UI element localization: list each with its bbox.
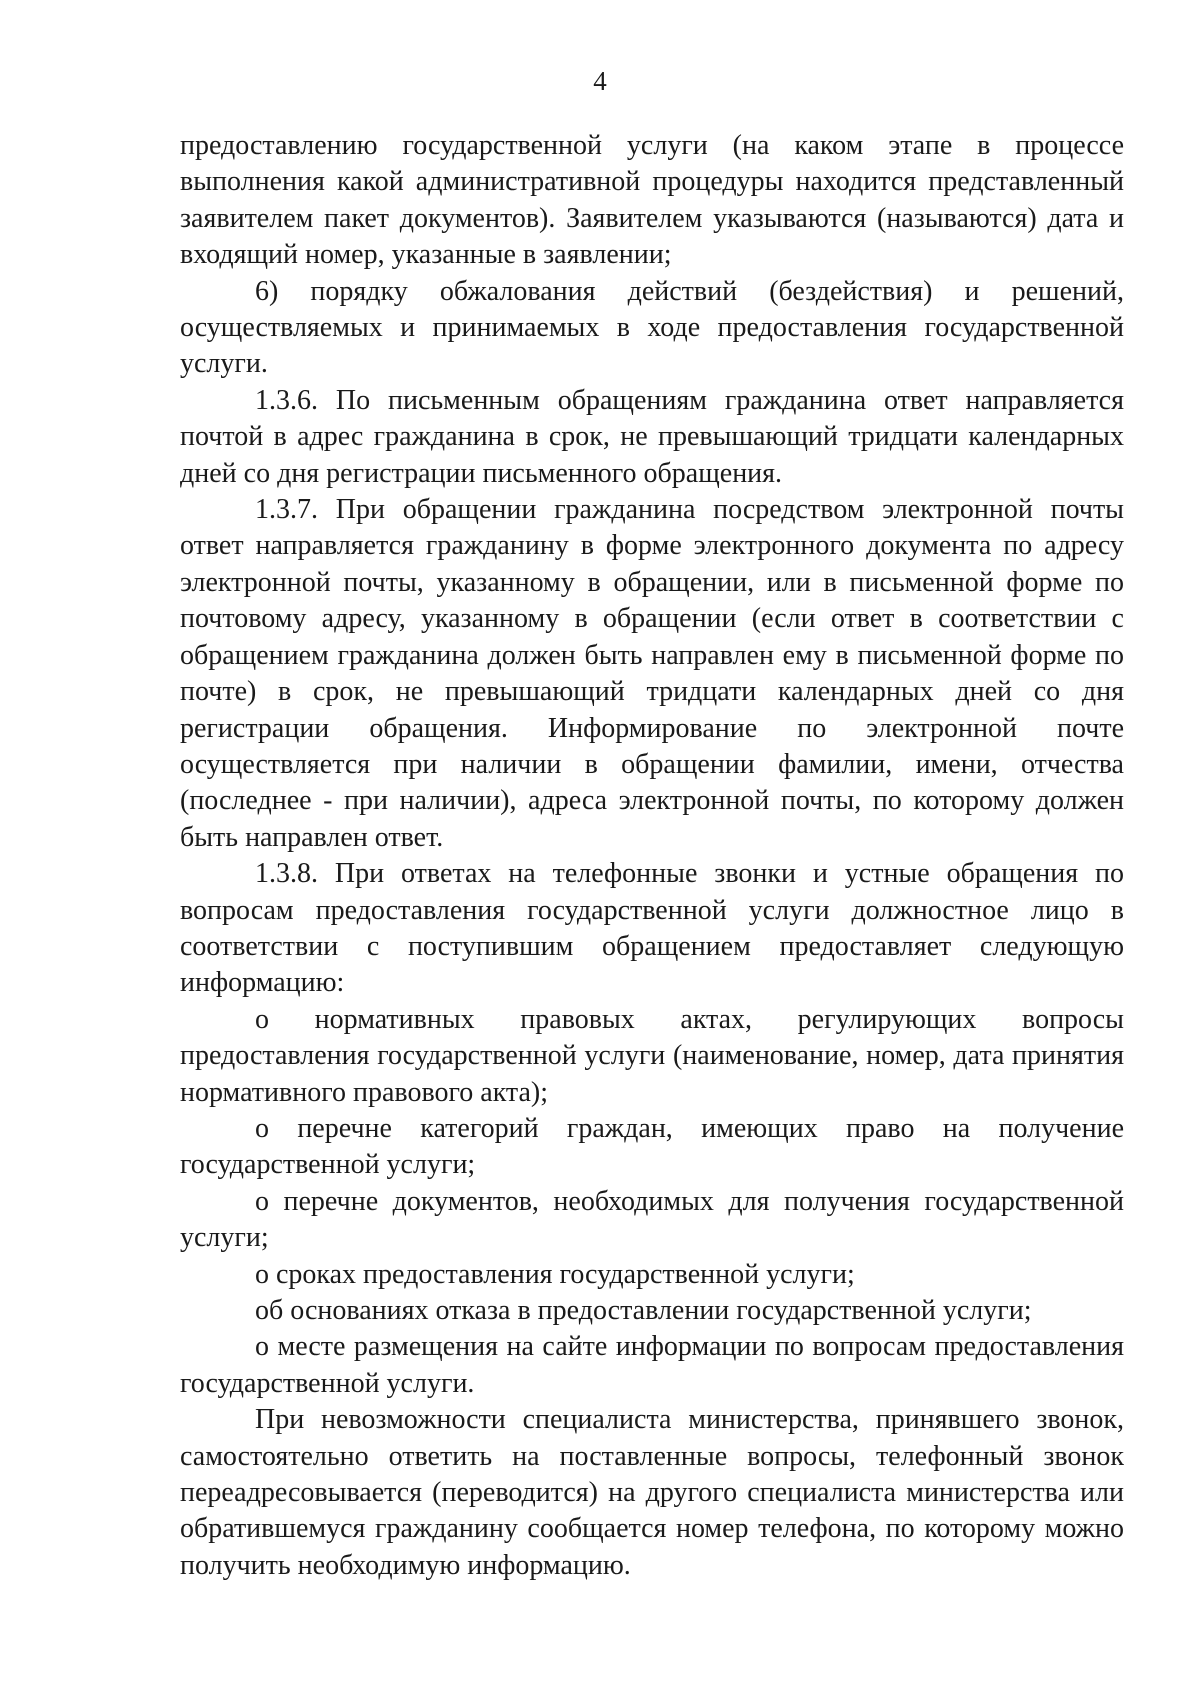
list-item-documents: о перечне документов, необходимых для получения государственной услуги; (180, 1185, 1124, 1254)
list-item-normative-acts: о нормативных правовых актах, регулирующих вопросы предоставления государственной услуги (наименование, номер, дата принятия нормативного правового акта); (180, 1003, 1124, 1108)
list-item-deadlines: о сроках предоставления государственной услуги; (255, 1258, 855, 1290)
page-number: 4 (593, 66, 607, 96)
list-item-refusal-grounds: об основаниях отказа в предоставлении государственной услуги; (255, 1295, 1032, 1326)
paragraph-item-6: 6) порядку обжалования действий (бездействия) и решений, осуществляемых и принимаемых в ходе предоставления государственной услуги. (180, 275, 1124, 380)
paragraph-call-redirect: При невозможности специалиста министерства, принявшего звонок, самостоятельно ответить на поставленные вопросы, телефонный звонок переадресовывается (переводится) на другого специалиста министерства или обратившемуся гражданину сообщается номер телефона, по которому можно получить необходимую информацию. (180, 1404, 1124, 1581)
paragraph-1-3-7: 1.3.7. При обращении гражданина посредством электронной почты ответ направляется гражданину в форме электронного документа по адресу электронной почты, указанному в обращении, или в письменной форме по почтовому адресу, указанному в обращении (если ответ в соответствии с обращением гражданина должен быть направлен ему в письменной форме по почте) в срок, не превышающий тридцати календарных дней со дня регистрации обращения. Информирование по электронной почте осуществляется при наличии в обращении фамилии, имени, отчества (последнее - при наличии), адреса электронной почты, по которому должен быть направлен ответ. (180, 494, 1124, 853)
list-item-website-info: о месте размещения на сайте информации по вопросам предоставления государственной услуги. (180, 1331, 1124, 1399)
paragraph-continuation: предоставлению государственной услуги (на каком этапе в процессе выполнения какой административной процедуры находится представленный заявителем пакет документов). Заявителем указываются (называются) дата и входящий номер, указанные в заявлении; (180, 130, 1124, 271)
list-item-citizen-categories: о перечне категорий граждан, имеющих право на получение государственной услуги; (180, 1112, 1124, 1181)
paragraph-1-3-6: 1.3.6. По письменным обращениям гражданина ответ направляется почтой в адрес гражданина в срок, не превышающий тридцати календарных дней со дня регистрации письменного обращения. (180, 384, 1124, 489)
paragraph-1-3-8: 1.3.8. При ответах на телефонные звонки и устные обращения по вопросам предоставления государственной услуги должностное лицо в соответствии с поступившим обращением предоставляет следующую информацию: (180, 858, 1124, 999)
document-body (180, 128, 1124, 1584)
